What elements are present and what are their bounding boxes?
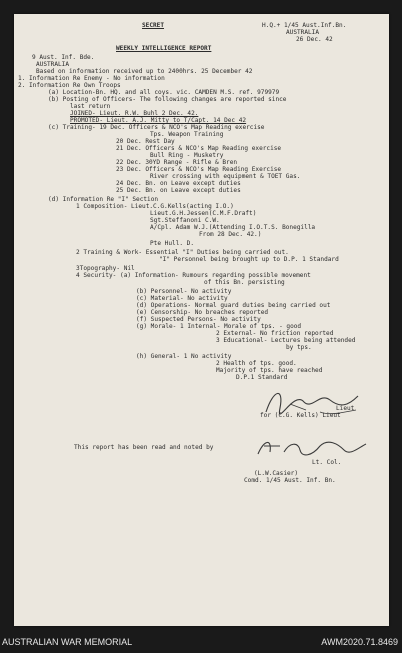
section-line: 2 Training & Work- Essential "I" Duties being carried out.	[76, 249, 289, 256]
section-line: (d) Information Re "I" Section	[48, 196, 159, 203]
section-line: 4 Security- (a) Information- Rumours regarding possible movement	[76, 272, 311, 279]
addressee-location: AUSTRALIA	[36, 61, 70, 68]
section-line: (g) Morale- 1 Internal- Morale of tps. - good	[136, 323, 302, 330]
section-line: (a) Location-Bn. HQ. and all coys. vic. CAMDEN M.S. ref. 979979	[48, 89, 280, 96]
archive-footer	[0, 633, 402, 653]
section-line: 2 Health of tps. good.	[216, 360, 297, 367]
section-line: River crossing with equipment & TOET Gas.	[150, 173, 301, 180]
addressee: 9 Aust. Inf. Bde.	[32, 54, 95, 61]
signature-kells	[260, 382, 370, 426]
header-location: AUSTRALIA	[286, 29, 320, 36]
section-line: 1. Information Re Enemy - No information	[18, 75, 165, 82]
report-title: WEEKLY INTELLIGENCE REPORT	[116, 45, 212, 52]
section-line: 22 Dec. 30YD Range - Rifle & Bren	[116, 159, 238, 166]
section-line: of this Bn. persisting	[204, 279, 285, 286]
section-line: "I" Personnel being brought up to D.P. 1 Standard	[159, 256, 339, 263]
section-line: Majority of tps. have reached	[216, 367, 323, 374]
header-date: 26 Dec. 42	[296, 36, 333, 43]
section-line: 2 External- No friction reported	[216, 330, 334, 337]
section-line: D.P.1 Standard	[236, 374, 288, 381]
document-page	[14, 14, 389, 626]
signatory-rank: Lieut	[336, 405, 355, 412]
section-line: last return	[70, 103, 111, 110]
commander-role: Comd. 1/45 Aust. Inf. Bn.	[244, 477, 336, 484]
section-line: A/Cpl. Adam W.J.(Attending I.O.T.S. Bonegilla	[150, 224, 316, 231]
section-line: 25 Dec. Bn. on Leave except duties	[116, 187, 241, 194]
section-line: Bull Ring - Musketry	[150, 152, 224, 159]
section-line: JOINED- Lieut. R.W. Buhl 2 Dec. 42.	[70, 110, 199, 117]
section-line: Tps. Weapon Training	[150, 131, 224, 138]
section-line: by tps.	[286, 344, 312, 351]
signatory-name: for (C.G. Kells) Lieut	[260, 412, 341, 419]
section-line: Lieut.G.H.Jessen(C.M.F.Draft)	[150, 210, 257, 217]
commander-rank: Lt. Col.	[312, 459, 342, 466]
section-line: 2. Information Re Own Troops	[18, 82, 121, 89]
section-line: 3Topography- Nil	[76, 265, 135, 272]
noted-statement: This report has been read and noted by	[74, 444, 214, 451]
section-line: 23 Dec. Officers & NCO's Map Reading Exercise	[116, 166, 282, 173]
footer-archive: AUSTRALIAN WAR MEMORIAL	[2, 637, 133, 647]
section-line: 20 Dec. Rest Day	[116, 138, 175, 145]
section-line: (f) Suspected Persons- No activity	[136, 316, 261, 323]
section-line: 1 Composition- Lieut.C.G.Kells(acting I.O.)	[76, 203, 234, 210]
section-line: (b) Personnel- No activity	[136, 288, 232, 295]
section-line: 3 Educational- Lectures being attended	[216, 337, 356, 344]
commander-name: (L.W.Casier)	[254, 470, 299, 477]
section-line: Pte Hull. D.	[150, 240, 195, 247]
section-line: From 28 Dec. 42.)	[199, 231, 262, 238]
footer-accession-number: AWM2020.71.8469	[321, 637, 398, 647]
section-line: PROMOTED- Lieut. A.J. Mitty to T/Capt. 14 Dec 42	[70, 117, 247, 124]
section-line: (d) Operations- Normal guard duties being carried out	[136, 302, 331, 309]
section-line: (c) Training- 19 Dec. Officers & NCO's Map Reading exercise	[48, 124, 265, 131]
classification: SECRET	[142, 22, 165, 29]
section-line: 21 Dec. Officers & NCO's Map Reading exercise	[116, 145, 282, 152]
unit-ref: H.Q.+ 1/45 Aust.Inf.Bn.	[262, 22, 347, 29]
section-line: 24 Dec. Bn. on Leave except duties	[116, 180, 241, 187]
section-line: Sgt.Steffanoni C.W.	[150, 217, 220, 224]
section-line: (h) General- 1 No activity	[136, 353, 232, 360]
section-line: (c) Material- No activity	[136, 295, 228, 302]
section-line: (b) Posting of Officers- The following changes are reported since	[48, 96, 287, 103]
section-line: (e) Censorship- No breaches reported	[136, 309, 269, 316]
report-basis: Based on information received up to 2400hrs. 25 December 42	[36, 68, 253, 75]
